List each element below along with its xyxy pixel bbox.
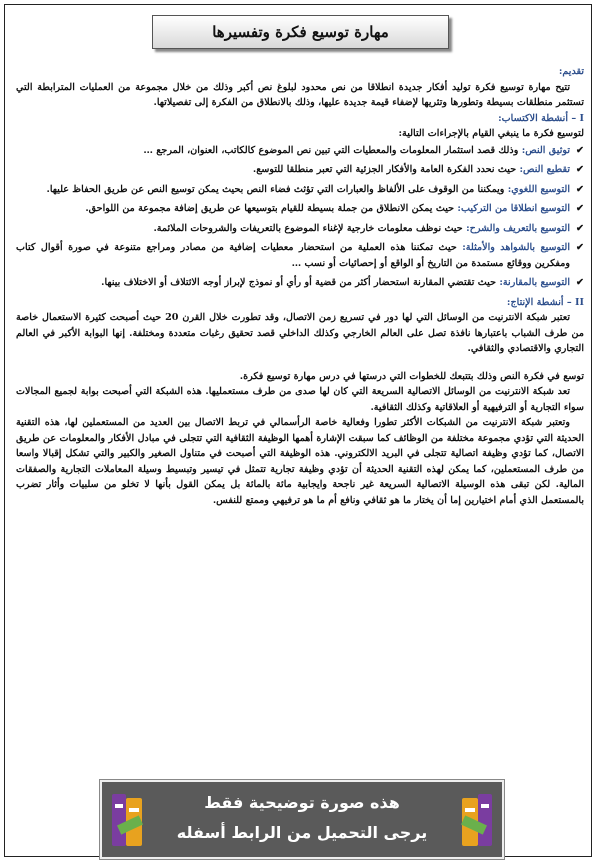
list-item: ✔ التوسيع بالمقارنة: حيث تقتضي المقارنة استحضار أكثر من قضية أو رأي أو نموذج لإبراز أوجه الائتلاف أو الاختلاف بينها.: [16, 275, 584, 291]
checkmark-icon: ✔: [575, 183, 584, 195]
list-item: ✔ التوسيع بالشواهد والأمثلة: حيث تمكننا هذه العملية من استحضار معطيات إضافية من مصادر ومراجع متنوعة في صورة أقوال كتاب ومفكرين ووقائع مستمدة من التاريخ أو الواقع أو إحصائيات أو نسب …: [16, 242, 584, 269]
section1-lead: لتوسيع فكرة ما ينبغي القيام بالإجراءات التالية:: [398, 128, 584, 139]
section2-heading: II – أنشطة الإنتاج:: [506, 296, 584, 308]
books-icon: [110, 790, 146, 848]
intro-label: تقديم:: [558, 66, 584, 77]
banner-line-2: يرجى التحميل من الرابط أسفله: [176, 823, 428, 842]
document-body: [16, 64, 584, 508]
checkmark-icon: ✔: [575, 277, 584, 288]
checkmark-icon: ✔: [575, 164, 584, 175]
intro-paragraph: [16, 64, 584, 80]
answer-paragraph-1: تعد شبكة الانترنيت من الوسائل الاتصالية السريعة التي كان لها صدى من طرف مستعمليها. هذه الشبكة التي أصبحت بوابة لجميع المجالات سواء التجارية أو الترفيهية أو العلاقاتية وكذلك الثقافية.: [16, 386, 584, 413]
page-title: مهارة توسيع فكرة وتفسيرها: [152, 15, 449, 49]
instruction-text: توسع في فكرة النص وذلك بتتبعك للخطوات التي درستها في درس مهارة توسيع فكرة.: [239, 370, 584, 382]
banner-line-1: هذه صورة توضيحية فقط: [204, 793, 400, 812]
banner-text: [158, 788, 446, 848]
checkmark-icon: ✔: [575, 144, 584, 156]
spacer: [16, 357, 584, 369]
preview-banner: [100, 780, 504, 859]
intro-text: تتيح مهارة توسيع فكرة توليد أفكار جديدة انطلاقا من نص محدود لبلوغ نص أكبر وذلك من خلال مجموعة من العمليات المترابطة التي تستثمر منطلقات بسيطة وتطورها وتثريها لإضفاء قيمة جديدة عليها، وذلك بالانطلاق من الفكرة إلى تفصيلاتها.: [16, 81, 584, 108]
list-item: ✔ التوسيع بالتعريف والشرح: حيث نوظف معلومات خارجية لإغناء الموضوع بالتعريفات والشروحات الملائمة.: [16, 221, 584, 237]
section1-heading: I – أنشطة الاكتساب:: [498, 112, 584, 124]
section2-text: تعتبر شبكة الانترنيت من الوسائل التي لها دور في تسريع زمن الاتصال، وقد تطورت خلال القرن 20 حيث أصبحت كثيرة الاستعمال خاصة من طرف الشباب باعتبارها نافذة تصل على العالم الخارجي وكذلك الداخلي قصد تحقيق رغبات متعددة ومختلفة. إنها البوابة الأكبر في العالم التجاري والاقتصادي والثقافي.: [16, 312, 584, 354]
list-item: ✔ تقطيع النص: حيث نحدد الفكرة العامة والأفكار الجزئية التي تعبر منطلقا للتوسع.: [16, 162, 584, 178]
list-item: ✔ التوسيع انطلاقا من التركيب: حيث يمكن الانطلاق من جملة بسيطة للقيام بتوسيعها عن طريق إضافة مجموعة من اللواحق.: [16, 201, 584, 217]
books-icon: [458, 790, 494, 848]
steps-list: [16, 143, 584, 291]
answer-paragraph-2: وتعتبر شبكة الانترنيت من الشبكات الأكثر تطورا وفعالية خاصة الرأسمالي في تربط الاتصال بين العديد من المستعملين لها، هذه التقنية الحديثة التي تؤدي مجموعة مختلفة من الوظائف كما سبقت الإشارة أهمها الوظيفة الثقافية التي تتجلى في مبادل الأفكار والمعلومات عن طريق الاتصال، كما تؤدي وظيفة اتصالية تتجلى في البريد الالكتروني. هذه الوظيفة التي أصبحت في متناول الصغير والكبير والتي تشكل إقبالا واسعا من طرف المستعملين، كما يمكن لهذه التقنية الحديثة أن تؤدي وظيفة تجارية تتمثل في تيسير وتبسيط وسيلة المعاملات التجارية والصفقات المالية. لكن تبقى هذه الوسيلة الاتصالية السريعة غير ناجحة وايجابية مائة بالمائة بل يمكن القول بأنها لا تخلو من سلبيات وأثار تضرب بالمستعمل الذي أمام اختيارين إما أن يختار ما هو ثقافي ونافع أم ما هو ترفيهي وممتع للنفس.: [16, 417, 584, 506]
checkmark-icon: ✔: [575, 242, 584, 253]
list-item: ✔ التوسيع اللغوي: ويمكننا من الوقوف على الألفاظ والعبارات التي تؤثث فضاء النص بحيث يمكن توسيع النص عن طريق الحفاظ عليها.: [16, 182, 584, 198]
checkmark-icon: ✔: [575, 222, 584, 234]
checkmark-icon: ✔: [575, 203, 584, 214]
list-item: ✔ توثيق النص: وذلك قصد استثمار المعلومات والمعطيات التي تبين نص الموضوع كالكاتب، العنوان، المرجع …: [16, 143, 584, 159]
